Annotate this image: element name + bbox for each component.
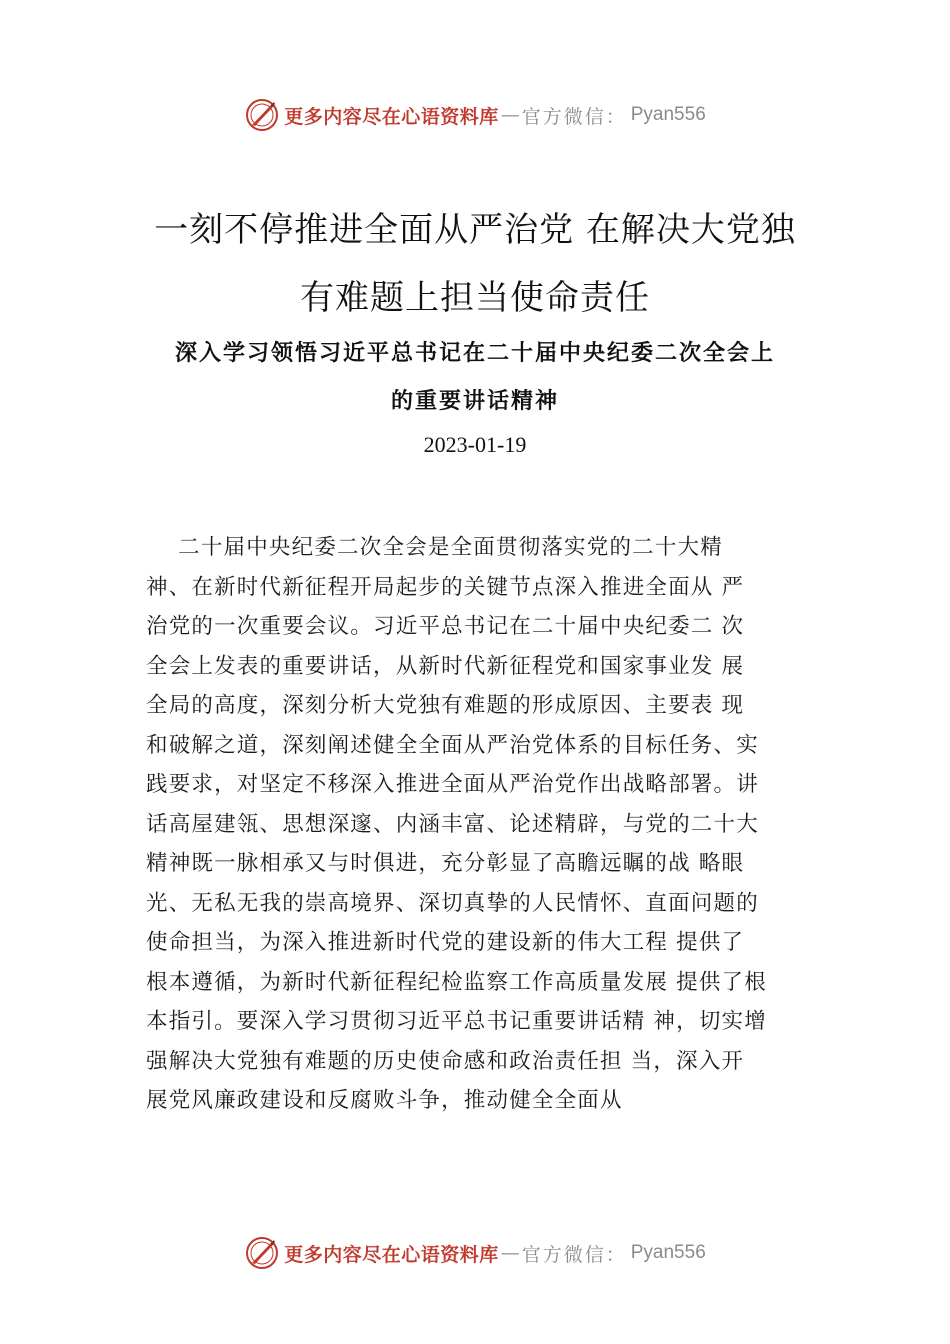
body-line: 展党风廉政建设和反腐败斗争，推动健全全面从 xyxy=(146,1088,623,1113)
page-title-line-1: 一刻不停推进全面从严治党 在解决大党独 xyxy=(154,210,796,250)
body-line: 全局的高度，深刻分析大党独有难题的形成原因、主要表 现 xyxy=(146,693,745,718)
watermark-brand: 更多内容尽在心语资料库 xyxy=(284,1243,499,1266)
page-title-line-2: 有难题上担当使命责任 xyxy=(300,278,650,318)
watermark-brand: 更多内容尽在心语资料库 xyxy=(284,105,499,128)
subtitle-line-1: 深入学习领悟习近平总书记在二十届中央纪委二次全会上 xyxy=(174,340,775,366)
body-line: 强解决大党独有难题的历史使命感和政治责任担 当，深入开 xyxy=(146,1048,745,1074)
body-line: 治党的一次重要会议。习近平总书记在二十届中央纪委二 次 xyxy=(146,614,745,639)
body-line: 话高屋建瓴、思想深邃、内涵丰富、论述精辟，与党的二十大 xyxy=(146,811,759,837)
watermark-wechat-label: 官方微信： xyxy=(521,1243,627,1266)
body-line: 本指引。要深入学习贯彻习近平总书记重要讲话精 神，切实增 xyxy=(146,1009,767,1034)
watermark-dash: — xyxy=(500,1242,520,1264)
body-line: 精神既一脉相承又与时俱进，充分彰显了高瞻远瞩的战 略眼 xyxy=(146,851,745,876)
watermark-wechat-id: Pyan556 xyxy=(630,104,706,125)
body-line: 全会上发表的重要讲话，从新时代新征程党和国家事业发 展 xyxy=(146,653,745,679)
quill-seal-icon xyxy=(244,97,280,133)
watermark-dash: — xyxy=(500,104,520,126)
footer-watermark xyxy=(0,1233,950,1273)
subtitle-line-2: 的重要讲话精神 xyxy=(390,388,559,414)
header-watermark xyxy=(0,95,950,135)
body-line: 光、无私无我的崇高境界、深切真挚的人民情怀、直面问题的 xyxy=(146,890,759,916)
publish-date: 2023-01-19 xyxy=(423,432,527,457)
body-line: 二十届中央纪委二次全会是全面贯彻落实党的二十大精 xyxy=(146,535,723,560)
body-paragraph xyxy=(146,528,836,1121)
body-line: 和破解之道，深刻阐述健全全面从严治党体系的目标任务、实 xyxy=(146,732,759,758)
watermark-wechat-id: Pyan556 xyxy=(630,1242,706,1263)
body-line: 根本遵循，为新时代新征程纪检监察工作高质量发展 提供了根 xyxy=(146,969,767,995)
watermark-wechat-label: 官方微信： xyxy=(521,105,627,128)
body-line: 使命担当，为深入推进新时代党的建设新的伟大工程 提供了 xyxy=(146,930,745,955)
body-line: 践要求，对坚定不移深入推进全面从严治党作出战略部署。讲 xyxy=(146,772,759,797)
body-line: 神、在新时代新征程开局起步的关键节点深入推进全面从 严 xyxy=(146,574,745,600)
quill-seal-icon xyxy=(244,1235,280,1271)
